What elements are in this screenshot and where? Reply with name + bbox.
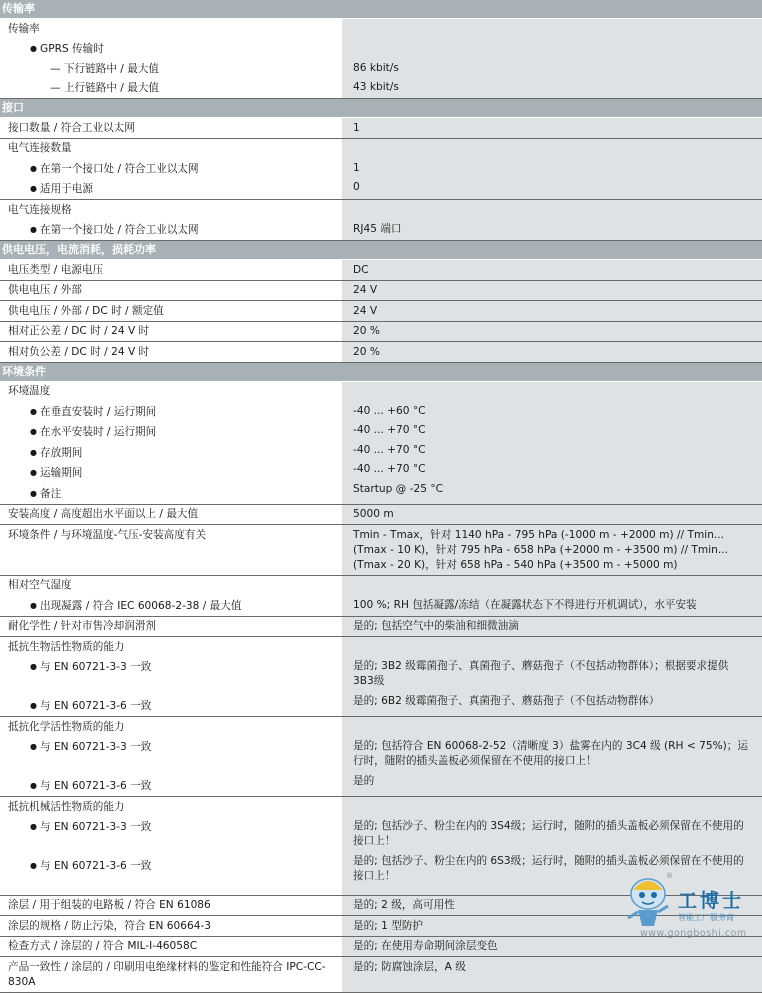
spec-row	[0, 957, 762, 993]
spec-label-text: 在第一个接口处 / 符合工业以太网	[40, 224, 199, 236]
spec-label-cell	[0, 322, 342, 342]
spec-label-text: 备注	[40, 487, 62, 500]
spec-label-text: — 下行链路中 / 最大值	[50, 62, 160, 75]
spec-label-text: 与 EN 60721-3-6 一致	[40, 700, 152, 712]
spec-label-text: 安装高度 / 高度超出水平面以上 / 最大值	[8, 508, 199, 520]
spec-value-line: DC	[353, 263, 369, 276]
spec-label-text: 相对空气湿度	[8, 579, 72, 591]
spec-label-line	[0, 342, 342, 362]
spec-row	[0, 322, 762, 343]
spec-value-cell	[342, 19, 762, 98]
spec-value-line: 是的	[353, 774, 375, 787]
bullet-icon: ●	[30, 44, 37, 53]
spec-value-line: 是的; 1 型防护	[353, 919, 424, 932]
spec-label-text: 环境温度	[8, 385, 51, 397]
spec-label-line	[0, 422, 342, 443]
spec-label-line	[0, 576, 342, 596]
spec-label-text: 与 EN 60721-3-3 一致	[40, 741, 152, 753]
spec-row	[0, 505, 762, 526]
spec-value-line: 1	[353, 161, 360, 174]
bullet-icon: ●	[30, 447, 37, 457]
spec-value-cell	[342, 200, 762, 240]
spec-value-line: 5000 m	[353, 508, 394, 520]
spec-label-line	[0, 179, 342, 200]
spec-label-line	[0, 401, 342, 422]
spec-value-line	[342, 717, 762, 737]
spec-value-line: Tmin - Tmax，针对 1140 hPa - 795 hPa (-1000 m - +2000 m) // Tmin... (Tmax - 10 K)，针对 795 hPa - 658 hPa (+2000 m - +3500 m) // Tmin... (Tmax - 20 K)，针对 658 hPa - 540 hPa (+3500 m - +5000 m)	[353, 528, 732, 571]
spec-label-text: 环境条件 / 与环境温度-气压-安装高度有关	[8, 528, 207, 541]
spec-label-line	[0, 301, 342, 321]
spec-label-line	[0, 957, 342, 992]
spec-value-line	[342, 19, 762, 39]
spec-label-line	[0, 737, 342, 776]
spec-label-cell	[0, 301, 342, 321]
spec-row	[0, 118, 762, 139]
spec-value-line: 是的; 包括空气中的柴油和细微油滴	[353, 620, 519, 632]
bullet-icon: ●	[30, 225, 37, 234]
spec-label-text: 抵抗生物活性物质的能力	[8, 640, 125, 653]
spec-row	[0, 637, 762, 717]
spec-value-line: 24 V	[353, 284, 378, 296]
spec-label-line	[0, 483, 342, 504]
spec-value-line	[342, 39, 762, 59]
spec-label-text: 在第一个接口处 / 符合工业以太网	[40, 162, 199, 175]
spec-label-line	[0, 717, 342, 737]
bullet-icon: ●	[30, 822, 37, 831]
spec-label-text: 出现凝露 / 符合 IEC 60068-2-38 / 最大值	[40, 599, 242, 612]
spec-label-line	[0, 776, 342, 797]
spec-label-line	[0, 916, 342, 936]
bullet-icon: ●	[30, 742, 37, 751]
bullet-icon: ●	[30, 861, 37, 870]
bullet-icon: ●	[30, 427, 37, 436]
section-header: 环境条件	[0, 363, 762, 382]
spec-label-line	[0, 463, 342, 484]
spec-label-line	[0, 896, 342, 916]
spec-label-cell	[0, 617, 342, 637]
spec-label-cell	[0, 118, 342, 138]
bullet-icon: ●	[30, 163, 37, 173]
spec-value-line: 是的; 防腐蚀涂层，A 级	[353, 960, 466, 973]
spec-label-cell	[0, 139, 342, 200]
spec-value-line: -40 ... +70 °C	[353, 463, 426, 475]
spec-label-cell	[0, 525, 342, 575]
spec-label-text: 耐化学性 / 针对市售冷却润滑剂	[8, 620, 157, 632]
spec-label-text: 与 EN 60721-3-6 一致	[40, 780, 152, 792]
spec-label-line	[0, 118, 342, 138]
spec-label-cell	[0, 717, 342, 796]
spec-value-cell	[342, 281, 762, 301]
spec-value-cell	[342, 957, 762, 992]
spec-row	[0, 576, 762, 617]
spec-value-line: -40 ... +60 °C	[353, 404, 426, 417]
spec-label-text: 存放期间	[40, 446, 83, 459]
spec-value-line	[342, 200, 762, 220]
spec-label-line	[0, 322, 342, 342]
spec-label-cell	[0, 937, 342, 957]
spec-value-line: 是的; 包括沙子、粉尘在内的 6S3级；运行时，随附的插头盖板必须保留在不使用的接口上！	[353, 854, 744, 882]
spec-label-text: 电气连接规格	[8, 203, 72, 216]
spec-label-cell	[0, 896, 342, 916]
spec-label-cell	[0, 281, 342, 301]
spec-value-cell	[342, 342, 762, 362]
spec-label-cell	[0, 576, 342, 616]
spec-value-line: 是的; 包括符合 EN 60068-2-52（清晰度 3）盐雾在内的 3C4 级 (RH < 75%)；运行时，随附的插头盖板必须保留在不使用的接口上！	[353, 740, 748, 767]
spec-value-cell	[342, 322, 762, 342]
bullet-icon: ●	[30, 406, 37, 416]
spec-value-line: RJ45 端口	[353, 223, 402, 235]
spec-value-cell	[342, 382, 762, 504]
bullet-icon: ●	[30, 184, 37, 193]
spec-label-text: 适用于电源	[40, 183, 93, 195]
spec-label-line	[0, 595, 342, 616]
spec-value-line	[342, 797, 762, 817]
spec-label-line	[0, 797, 342, 817]
bullet-icon: ●	[30, 701, 37, 710]
watermark-url: www.gongboshi.com	[640, 928, 747, 939]
spec-label-text: 相对正公差 / DC 时 / 24 V 时	[8, 325, 150, 337]
spec-label-text: 与 EN 60721-3-3 一致	[40, 821, 152, 833]
spec-label-text: 在垂直安装时 / 运行期间	[40, 405, 157, 418]
spec-label-line	[0, 281, 342, 301]
watermark-title: 工博士	[678, 890, 745, 912]
spec-value-line: 86 kbit/s	[353, 61, 399, 74]
spec-label-text: 相对负公差 / DC 时 / 24 V 时	[8, 345, 150, 358]
spec-label-line	[0, 158, 342, 179]
spec-label-line	[0, 442, 342, 463]
spec-row	[0, 281, 762, 302]
spec-label-line	[0, 220, 342, 241]
spec-label-line	[0, 657, 342, 696]
bullet-icon: ●	[30, 468, 37, 477]
watermark-logo	[620, 862, 762, 942]
spec-value-cell	[342, 139, 762, 200]
spec-label-cell	[0, 342, 342, 362]
spec-value-line: 0	[353, 181, 360, 193]
spec-label-text: — 上行链路中 / 最大值	[50, 82, 160, 94]
spec-label-text: 与 EN 60721-3-6 一致	[40, 860, 152, 872]
spec-label-line	[0, 696, 342, 717]
bullet-icon: ●	[30, 781, 37, 790]
spec-value-line: 24 V	[353, 304, 378, 317]
spec-label-text: 电压类型 / 电源电压	[8, 263, 104, 276]
spec-value-line: 是的; 2 级，高可用性	[353, 899, 455, 911]
spec-value-cell	[342, 301, 762, 321]
spec-label-line	[0, 260, 342, 280]
spec-label-text: 抵抗机械活性物质的能力	[8, 800, 125, 813]
spec-value-cell	[342, 576, 762, 616]
spec-value-line	[342, 637, 762, 657]
spec-label-text: 运输期间	[40, 467, 83, 479]
spec-value-line: 100 %; RH 包括凝露/冻结（在凝露状态下不得进行开机调试），水平安装	[353, 598, 697, 611]
spec-label-line	[0, 617, 342, 637]
spec-value-line: 1	[353, 121, 360, 134]
spec-row	[0, 19, 762, 99]
bullet-icon: ●	[30, 600, 37, 610]
spec-value-cell	[342, 260, 762, 280]
spec-label-line	[0, 59, 342, 79]
spec-label-cell	[0, 957, 342, 992]
spec-label-text: 抵抗化学活性物质的能力	[8, 720, 125, 733]
spec-label-line	[0, 39, 342, 60]
spec-row	[0, 301, 762, 322]
spec-label-text: 传输率	[8, 22, 40, 35]
spec-value-line: 是的; 包括沙子、粉尘在内的 3S4级；运行时，随附的插头盖板必须保留在不使用的接口上！	[353, 820, 744, 847]
spec-label-text: 电气连接数量	[8, 142, 72, 154]
spec-label-cell	[0, 916, 342, 936]
spec-value-line	[342, 139, 762, 159]
spec-row	[0, 342, 762, 363]
spec-label-line	[0, 637, 342, 657]
spec-label-cell	[0, 637, 342, 716]
spec-row	[0, 525, 762, 576]
spec-value-line: 是的; 6B2 级霉菌孢子、真菌孢子、蘑菇孢子（不包括动物群体）	[353, 694, 660, 707]
spec-label-line	[0, 505, 342, 525]
spec-label-text: GPRS 传输时	[40, 43, 104, 55]
spec-label-text: 供电电压 / 外部	[8, 284, 82, 296]
section-header: 接口	[0, 99, 762, 118]
spec-value-line: 20 %	[353, 325, 380, 337]
spec-label-line	[0, 200, 342, 220]
bullet-icon: ●	[30, 662, 37, 671]
spec-label-line	[0, 139, 342, 159]
spec-label-text: 与 EN 60721-3-3 一致	[40, 661, 152, 673]
spec-row	[0, 717, 762, 797]
spec-value-cell	[342, 525, 762, 575]
spec-label-text: 在水平安装时 / 运行期间	[40, 426, 157, 438]
spec-row	[0, 139, 762, 201]
spec-row	[0, 260, 762, 281]
spec-label-cell	[0, 505, 342, 525]
spec-row	[0, 382, 762, 505]
spec-label-cell	[0, 19, 342, 98]
spec-label-line	[0, 856, 342, 895]
spec-label-cell	[0, 260, 342, 280]
spec-label-line	[0, 19, 342, 39]
spec-value-line: 是的; 在使用寿命期间涂层变色	[353, 940, 498, 952]
spec-value-line: 是的; 3B2 级霉菌孢子、真菌孢子、蘑菇孢子（不包括动物群体）；根据要求提供 3B3级	[353, 660, 732, 687]
watermark-subtitle: 智能工厂服务商	[678, 913, 734, 922]
spec-label-cell	[0, 382, 342, 504]
spec-value-cell	[342, 637, 762, 716]
spec-row	[0, 617, 762, 638]
spec-value-line	[342, 382, 762, 402]
spec-value-cell	[342, 118, 762, 138]
spec-label-text: 检查方式 / 涂层的 / 符合 MIL-I-46058C	[8, 940, 198, 952]
spec-label-line	[0, 525, 342, 545]
spec-value-line: 43 kbit/s	[353, 81, 399, 93]
spec-label-text: 涂层的规格 / 防止污染，符合 EN 60664-3	[8, 919, 212, 932]
bullet-icon: ●	[30, 488, 37, 498]
spec-label-line	[0, 79, 342, 99]
spec-label-line	[0, 937, 342, 957]
spec-label-text: 产品一致性 / 涂层的 / 印刷用电绝缘材料的鉴定和性能符合 IPC-CC-830A	[8, 960, 326, 988]
section-header: 供电电压，电流消耗，损耗功率	[0, 241, 762, 260]
spec-value-line: -40 ... +70 °C	[353, 424, 426, 436]
spec-row	[0, 200, 762, 241]
spec-label-text: 供电电压 / 外部 / DC 时 / 额定值	[8, 304, 164, 317]
spec-label-cell	[0, 200, 342, 240]
spec-value-cell	[342, 717, 762, 796]
spec-label-line	[0, 817, 342, 856]
spec-value-line	[342, 576, 762, 596]
spec-value-line: -40 ... +70 °C	[353, 443, 426, 456]
spec-value-line: 20 %	[353, 345, 380, 358]
section-header: 传输率	[0, 0, 762, 19]
spec-label-text: 接口数量 / 符合工业以太网	[8, 121, 135, 134]
spec-label-text: 涂层 / 用于组装的电路板 / 符合 EN 61086	[8, 899, 211, 911]
spec-label-line	[0, 382, 342, 402]
registered-mark: ®	[666, 872, 673, 880]
spec-value-line: Startup @ -25 °C	[353, 482, 444, 495]
spec-value-cell	[342, 617, 762, 637]
spec-value-cell	[342, 505, 762, 525]
spec-label-cell	[0, 797, 342, 895]
